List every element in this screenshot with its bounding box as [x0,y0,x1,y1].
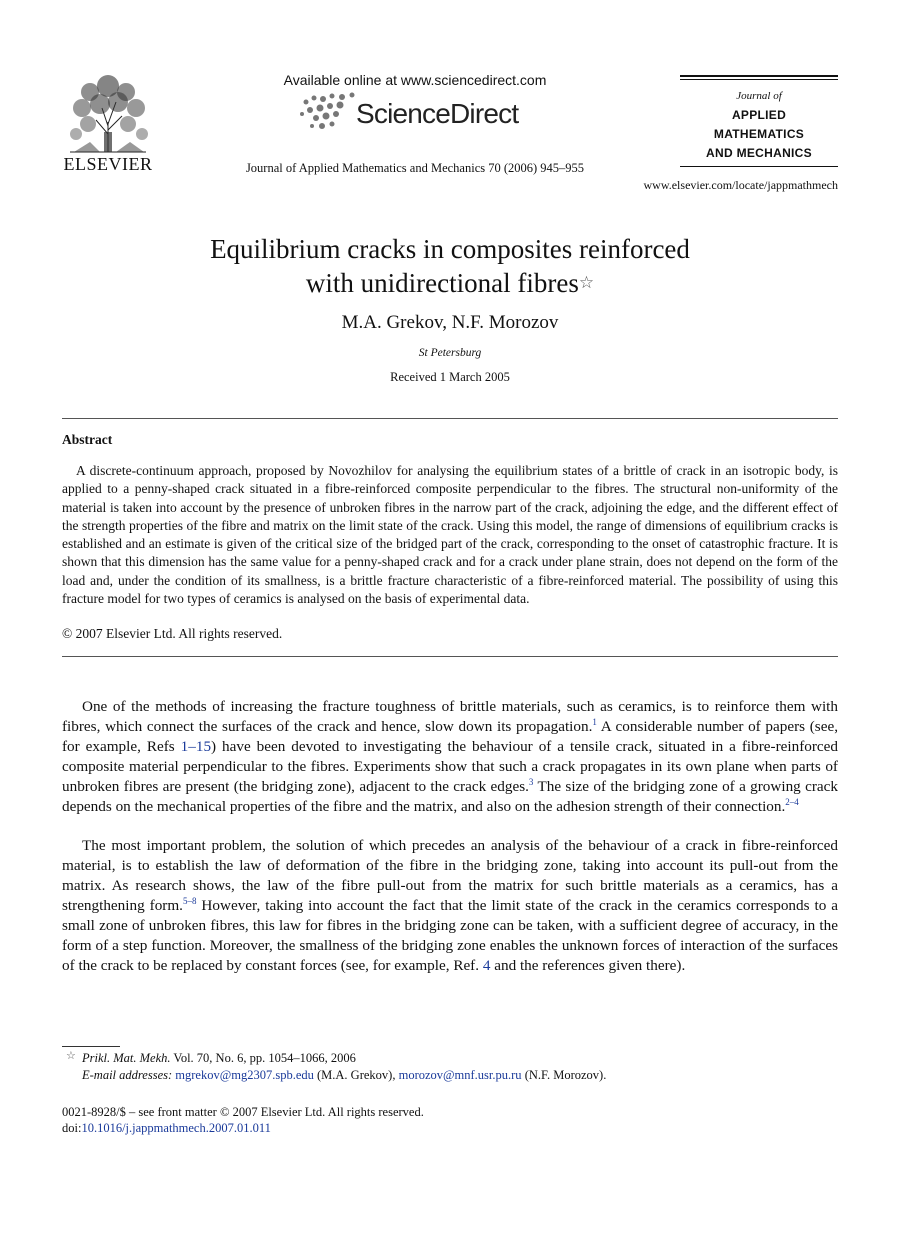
reference-link[interactable]: 1–15 [180,738,212,755]
body-text: ) have been devoted to investigating the behaviour of a tensile crack, situated in a fibre-reinforced composite material perpendicular to the fibres. Experiments show that such a crack propagates in its own plane when parts of unbroken fibres are present (the bridging zone), adjacent to the crack edges. [62,738,838,795]
journal-logo-rule [680,75,838,77]
title-line-text: with unidirectional fibres [305,268,579,298]
email-owner: (N.F. Morozov). [521,1068,607,1082]
abstract-text: A discrete-continuum approach, proposed by Novozhilov for analysing the equilibrium states of a brittle of crack in an isotropic body, is applied to a penny-shaped crack situated in a fibre-reinforced composite perpendicular to the fibres. The structural non-uniformity of the material is taken into account by the presence of unbroken fibres in the narrow part of the crack, adjoining the edge, and the different effect of the strength properties of the fibre and matrix on the limit state of the crack. Using this model, the range of dimensions of equilibrium cracks is established and an estimate is given of the critical size of the bridged part of the crack, corresponding to the onset of catastrophic fracture. It is shown that this dimension has the same value for a penny-shaped crack and for a crack under plane strain, does not depend on the form of the load and, under the condition of its smallness, is a brittle fracture characteristic of a fibre-reinforced material. The possibility of using this fracture model for two types of ceramics is analysed on the basis of experimental data. [62,463,838,607]
title-line: Equilibrium cracks in composites reinforced [210,234,690,264]
sciencedirect-dots-icon [298,92,360,132]
body-text: A considerable number of papers (see, for example, Refs [62,718,838,755]
received-date: Received 1 March 2005 [390,370,510,384]
reference-link[interactable]: 1 [592,716,597,727]
title-line [100,266,800,300]
available-online-text: Available online at www.sciencedirect.com [283,72,547,88]
body-paragraph [62,836,838,976]
body-text: The size of the bridging zone of a growing crack depends on the mechanical properties of the fibre and the matrix, and also on the adhesion strength of their connection. [62,778,838,815]
source-journal: Prikl. Mat. Mekh. [82,1051,171,1065]
body-text: The most important problem, the solution of which precedes an analysis of the behaviour of a crack in fibre-reinforced material, is to establish the law of deformation of the fibre in the bridging zone, taking into account its pull-out from the matrix. As research shows, the law of the fibre pull-out from the matrix for such brittle materials as a ceramics, has a strengthening form. [62,837,838,914]
publisher-name: ELSEVIER [63,154,153,174]
source-details: Vol. 70, No. 6, pp. 1054–1066, 2006 [170,1051,356,1065]
abstract-copyright: © 2007 Elsevier Ltd. All rights reserved. [62,626,283,641]
abstract-bottom-rule [62,656,838,657]
authors: M.A. Grekov, N.F. Morozov [341,312,559,333]
footnote-star-icon: ☆ [66,1050,76,1062]
reference-link[interactable]: 5–8 [182,895,197,906]
journal-logo-rule [680,166,838,167]
journal-logo-rule [680,79,838,80]
journal-citation: Journal of Applied Mathematics and Mechanics 70 (2006) 945–955 [245,161,585,175]
email-link-morozov[interactable]: morozov@mnf.usr.pu.ru [398,1068,522,1082]
body-text: and the references given there). [490,957,686,974]
body-paragraph [62,697,838,817]
reference-link[interactable]: 2–4 [785,796,799,807]
reference-link[interactable]: 3 [528,776,534,787]
journal-logo-line: AND MECHANICS [706,146,812,160]
reference-link[interactable]: 4 [482,957,491,974]
doi-label: doi: [62,1121,82,1135]
doi-line [62,1121,271,1136]
footnote-source [82,1051,356,1066]
email-link-grekov[interactable]: mgrekov@mg2307.spb.edu [175,1068,314,1082]
body-text: One of the methods of increasing the fracture toughness of brittle materials, such as ceramics, is to reinforce them with fibres, which connect the surfaces of the crack and hence, slow down its propagation. [62,698,838,735]
journal-url[interactable]: www.elsevier.com/locate/jappmathmech [643,178,838,192]
title-note-star-icon[interactable]: ☆ [578,273,595,292]
affiliation: St Petersburg [418,347,482,359]
issn-line: 0021-8928/$ – see front matter © 2007 Elsevier Ltd. All rights reserved. [62,1105,424,1119]
abstract-heading: Abstract [62,432,113,447]
email-label: E-mail addresses: [82,1068,173,1082]
email-owner: (M.A. Grekov), [313,1068,399,1082]
abstract-top-rule [62,418,838,419]
journal-logo-line: MATHEMATICS [713,127,805,141]
journal-logo-line: APPLIED [731,108,787,122]
journal-logo-journal-of: Journal of [736,90,782,102]
footnote-rule [62,1046,120,1047]
footnote-emails [82,1068,606,1083]
doi-link[interactable]: 10.1016/j.jappmathmech.2007.01.011 [81,1121,271,1135]
article-title [100,232,800,300]
body-text: However, taking into account the fact that the limit state of the crack in the ceramics corresponds to a small zone of unbroken fibres, this law for fibres in the bridging zone can be taken, with a sufficient degree of accuracy, in the form of a step function. Moreover, the smallness of the bridging zone enables the unknown forces of interaction of the surfaces of the crack to be replaced by constant forces (see, for example, Ref. [62,897,838,974]
sciencedirect-logo: ScienceDirect [356,98,519,129]
journal-logo-name [676,106,842,163]
